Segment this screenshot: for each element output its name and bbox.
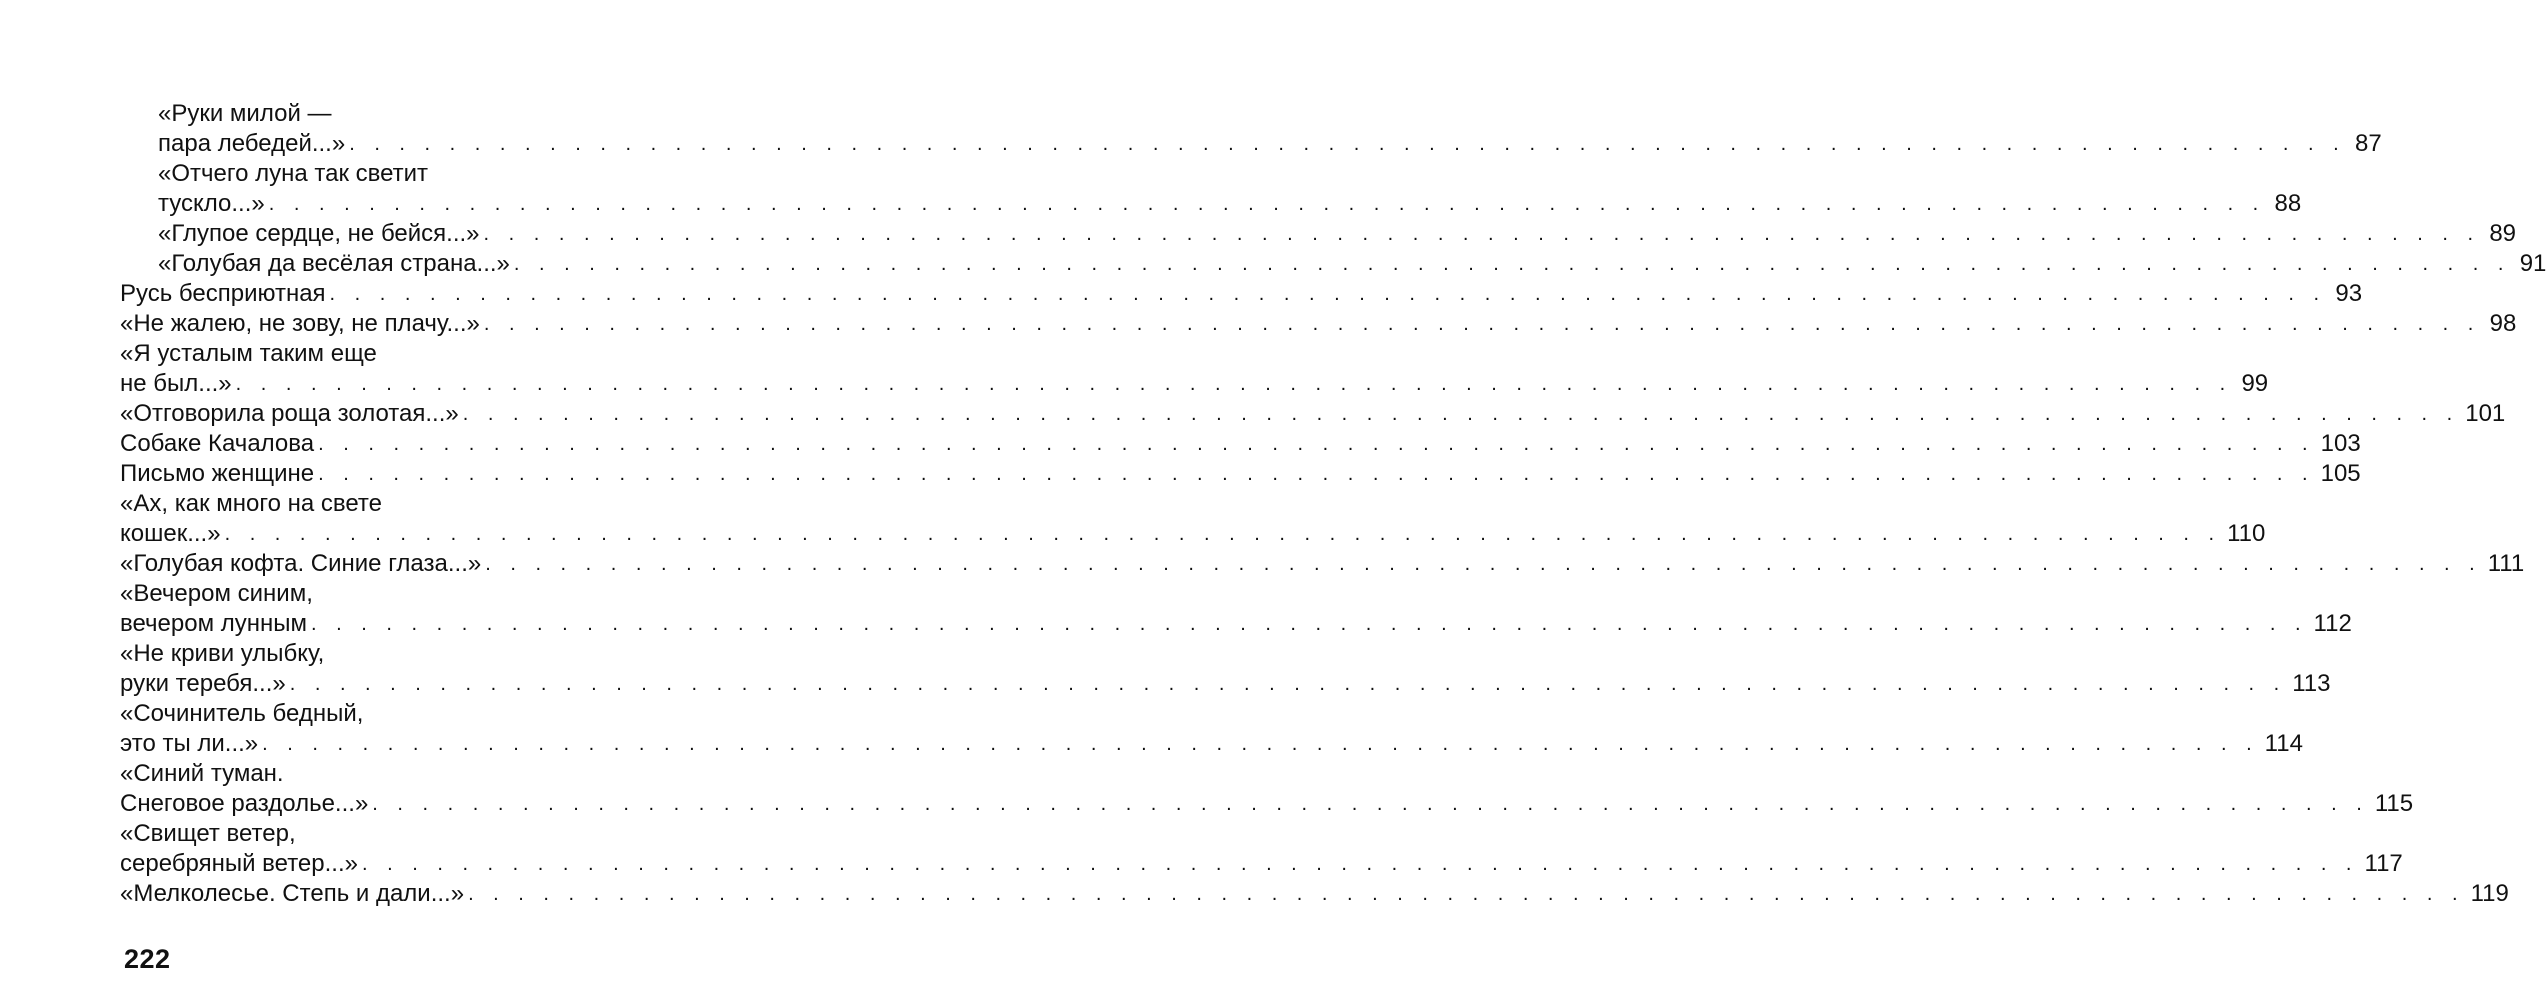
toc-entry-title: «Голубая кофта. Синие глаза...» [120,550,482,577]
toc-line [120,339,615,369]
toc-entry-title: «Глупое сердце, не бейся...» [158,220,480,247]
toc-entry [120,279,2363,309]
dot-leader: . . . . . . . . . . . . . . . . . . . . . . . . . . . . . . . . . . . . . . . . . . . . . . . . . . . . . . . . . . . . . . . . . . . . . . . . . . . . . . . . [289,673,2287,695]
toc-entry-title: это ты ли...» [120,730,259,757]
toc-page-number: 89 [2489,220,2517,247]
toc-entry-title: «Сочинитель бедный, [120,700,364,727]
toc-entry [120,759,2414,819]
dot-leader: . . . . . . . . . . . . . . . . . . . . . . . . . . . . . . . . . . . . . . . . . . . . . . . . . . . . . . . . . . . . . . . . . . . . . . . . . . . . . . . . [485,553,2482,575]
toc-entry-title: «Ах, как много на свете [120,490,382,517]
dot-leader: . . . . . . . . . . . . . . . . . . . . . . . . . . . . . . . . . . . . . . . . . . . . . . . . . . . . . . . . . . . . . . . . . . . . . . . . . . . . . . . . [224,523,2222,545]
toc-entry-title: «Не жалею, не зову, не плачу...» [120,310,480,337]
toc-entry-title: не был...» [120,370,232,397]
dot-leader: . . . . . . . . . . . . . . . . . . . . . . . . . . . . . . . . . . . . . . . . . . . . . . . . . . . . . . . . . . . . . . . . . . . . . . . . . . . . . . . . [483,313,2481,335]
toc-entry [120,339,2269,399]
toc-entry-title: Письмо женщине [120,460,315,487]
toc-line [120,489,615,519]
toc-line [120,609,2352,639]
toc-line [120,249,2546,279]
toc-page-number: 91 [2519,250,2546,277]
toc-entry-title: «Отговорила роща золотая...» [120,400,459,427]
toc-page-number: 119 [2470,880,2509,907]
toc-page-number: 111 [2487,550,2525,577]
toc-entry [120,699,2303,759]
toc-page-number: 101 [2465,400,2506,427]
toc-line [120,849,2403,879]
toc-line [120,369,2269,399]
dot-leader: . . . . . . . . . . . . . . . . . . . . . . . . . . . . . . . . . . . . . . . . . . . . . . . . . . . . . . . . . . . . . . . . . . . . . . . . . . . . . . . . [349,133,2346,155]
toc-line [120,879,2509,909]
toc-line [120,399,2506,429]
toc-line [120,279,2363,309]
toc-entry [120,639,2331,699]
toc-entry [120,159,2302,219]
toc-line [120,579,615,609]
toc-page-number: 105 [2320,460,2361,487]
toc-entry [120,489,2266,549]
toc-line [120,549,2525,579]
toc-entry-title: Собаке Качалова [120,430,315,457]
toc-entry [120,879,2509,909]
page-number: 222 [124,944,171,974]
toc-entry-title: серебряный ветер...» [120,850,358,877]
toc-entry-title: «Отчего луна так светит [158,160,429,187]
dot-leader: . . . . . . . . . . . . . . . . . . . . . . . . . . . . . . . . . . . . . . . . . . . . . . . . . . . . . . . . . . . . . . . . . . . . . . . . . . . . . . . . [468,883,2465,905]
toc-page-number: 114 [2264,730,2303,757]
toc-page-number: 112 [2313,610,2352,637]
toc-entry-title: тускло...» [158,190,265,217]
toc-entry-title: «Я усталым таким еще [120,340,377,367]
toc-entry [120,309,2517,339]
toc-line [120,819,615,849]
toc-entry-title: Русь бесприютная [120,280,326,307]
toc-line [120,669,2331,699]
dot-leader: . . . . . . . . . . . . . . . . . . . . . . . . . . . . . . . . . . . . . . . . . . . . . . . . . . . . . . . . . . . . . . . . . . . . . . . . . . . . . . . . [318,433,2315,455]
toc-entry-title: «Мелколесье. Степь и дали...» [120,880,465,907]
toc-page-number: 117 [2364,850,2403,877]
toc-entry [120,429,2361,459]
toc-line [120,159,615,189]
toc-entry [120,399,2506,429]
toc-page-number: 99 [2241,370,2269,397]
dot-leader: . . . . . . . . . . . . . . . . . . . . . . . . . . . . . . . . . . . . . . . . . . . . . . . . . . . . . . . . . . . . . . . . . . . . . . . . . . . . . . . . [513,253,2511,275]
toc-entry-title: руки теребя...» [120,670,286,697]
toc-entry-title: Снеговое раздолье...» [120,790,369,817]
table-of-contents [120,99,2546,909]
dot-leader: . . . . . . . . . . . . . . . . . . . . . . . . . . . . . . . . . . . . . . . . . . . . . . . . . . . . . . . . . . . . . . . . . . . . . . . . . . . . . . . . [235,373,2233,395]
dot-leader: . . . . . . . . . . . . . . . . . . . . . . . . . . . . . . . . . . . . . . . . . . . . . . . . . . . . . . . . . . . . . . . . . . . . . . . . . . . . . . . . [372,793,2369,815]
toc-page-number: 115 [2374,790,2414,817]
toc-entry-title: пара лебедей...» [158,130,346,157]
toc-line [120,309,2517,339]
dot-leader: . . . . . . . . . . . . . . . . . . . . . . . . . . . . . . . . . . . . . . . . . . . . . . . . . . . . . . . . . . . . . . . . . . . . . . . . . . . . . . . . [262,733,2259,755]
toc-entry [120,579,2352,639]
toc-line [120,219,2517,249]
dot-leader: . . . . . . . . . . . . . . . . . . . . . . . . . . . . . . . . . . . . . . . . . . . . . . . . . . . . . . . . . . . . . . . . . . . . . . . . . . . . . . . . [483,223,2481,245]
toc-entry-title: вечером лунным [120,610,308,637]
toc-entry [120,819,2403,879]
toc-entry-title: «Синий туман. [120,760,284,787]
toc-line [120,99,615,129]
toc-line [120,129,2382,159]
toc-page-number: 88 [2274,190,2302,217]
toc-line [120,519,2266,549]
toc-entry-title: «Не криви улыбку, [120,640,325,667]
toc-entry-title: «Свищет ветер, [120,820,296,847]
toc-line [120,699,615,729]
dot-leader: . . . . . . . . . . . . . . . . . . . . . . . . . . . . . . . . . . . . . . . . . . . . . . . . . . . . . . . . . . . . . . . . . . . . . . . . . . . . . . . . [268,193,2266,215]
toc-entry-title: кошек...» [120,520,221,547]
toc-entry [120,549,2525,579]
toc-page-number: 98 [2489,310,2517,337]
toc-entry-title: «Голубая да весёлая страна...» [158,250,510,277]
toc-line [120,429,2361,459]
toc-entry-title: «Вечером синим, [120,580,313,607]
toc-page-number: 93 [2335,280,2363,307]
dot-leader: . . . . . . . . . . . . . . . . . . . . . . . . . . . . . . . . . . . . . . . . . . . . . . . . . . . . . . . . . . . . . . . . . . . . . . . . . . . . . . . . [329,283,2327,305]
toc-entry [120,219,2517,249]
toc-entry [120,249,2546,279]
toc-line [120,789,2414,819]
toc-page-number: 113 [2292,670,2331,697]
toc-page-number: 110 [2227,520,2266,547]
toc-entry [120,459,2361,489]
toc-line [120,759,615,789]
dot-leader: . . . . . . . . . . . . . . . . . . . . . . . . . . . . . . . . . . . . . . . . . . . . . . . . . . . . . . . . . . . . . . . . . . . . . . . . . . . . . . . . [311,613,2308,635]
toc-line [120,639,615,669]
dot-leader: . . . . . . . . . . . . . . . . . . . . . . . . . . . . . . . . . . . . . . . . . . . . . . . . . . . . . . . . . . . . . . . . . . . . . . . . . . . . . . . . [361,853,2359,875]
dot-leader: . . . . . . . . . . . . . . . . . . . . . . . . . . . . . . . . . . . . . . . . . . . . . . . . . . . . . . . . . . . . . . . . . . . . . . . . . . . . . . . . [462,403,2460,425]
toc-line [120,189,2302,219]
toc-line [120,729,2303,759]
dot-leader: . . . . . . . . . . . . . . . . . . . . . . . . . . . . . . . . . . . . . . . . . . . . . . . . . . . . . . . . . . . . . . . . . . . . . . . . . . . . . . . . [318,463,2315,485]
toc-page-number: 87 [2355,130,2382,157]
toc-line [120,459,2361,489]
toc-page-number: 103 [2320,430,2361,457]
toc-entry [120,99,2382,159]
toc-entry-title: «Руки милой — [158,100,332,127]
